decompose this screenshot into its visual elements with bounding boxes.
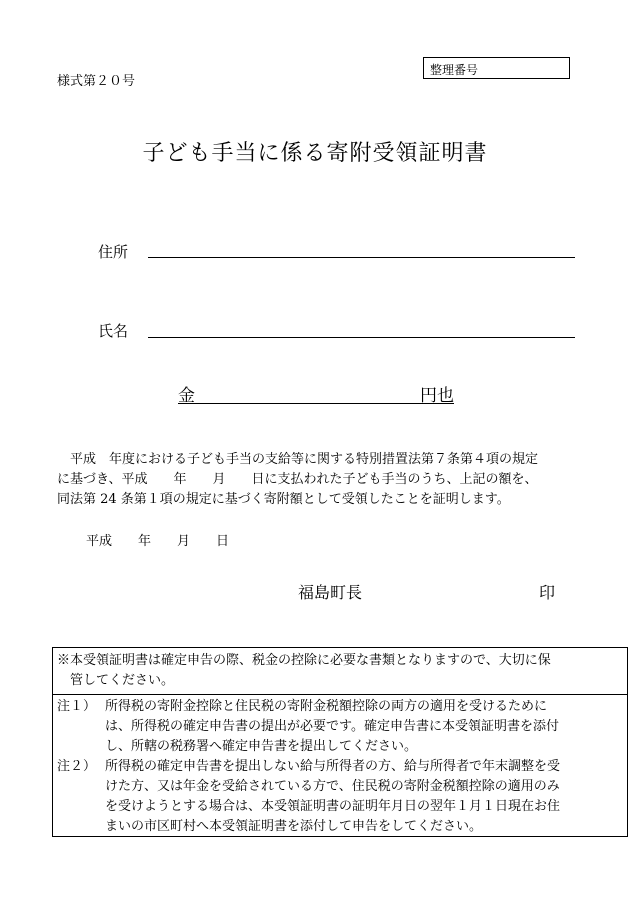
name-label: 氏名 bbox=[98, 322, 129, 340]
important-notice bbox=[53, 648, 627, 695]
form-number: 様式第２０号 bbox=[57, 74, 136, 89]
reference-number-label: 整理番号 bbox=[430, 63, 479, 77]
note-1 bbox=[57, 697, 627, 757]
note-2-line: まいの市区町村へ本受領証明書を添付して申告をしてください。 bbox=[105, 819, 483, 834]
reference-number-field[interactable] bbox=[423, 57, 570, 79]
note-2-line: 所得税の確定申告書を提出しない給与所得者の方、給与所得者で年末調整を受 bbox=[105, 759, 561, 774]
note-1-line: 所得税の寄附金控除と住民税の寄附金税額控除の両方の適用を受けるために bbox=[105, 699, 548, 714]
amount-suffix: 円也 bbox=[420, 386, 454, 406]
note-1-tag: 注１） bbox=[57, 699, 97, 714]
note-2 bbox=[57, 757, 627, 837]
note-2-tag: 注２） bbox=[57, 759, 97, 774]
note-2-line: けた方、又は年金を受給されている方で、住民税の寄附金税額控除の適用のみ bbox=[105, 779, 560, 794]
note-1-line: し、所轄の税務署へ確定申告書を提出してください。 bbox=[105, 739, 418, 754]
seal-mark: 印 bbox=[539, 583, 556, 602]
note-2-line: を受けようとする場合は、本受領証明書の証明年月日の翌年１月１日現在お住 bbox=[105, 799, 561, 814]
address-label: 住所 bbox=[98, 243, 129, 261]
name-line[interactable] bbox=[148, 337, 575, 338]
certification-date: 平成 年 月 日 bbox=[86, 534, 230, 549]
notes-box bbox=[52, 647, 628, 837]
address-line[interactable] bbox=[148, 257, 575, 258]
amount-line[interactable] bbox=[178, 381, 454, 404]
document-title: 子ども手当に係る寄附受領証明書 bbox=[142, 141, 488, 166]
notes-list bbox=[53, 695, 627, 837]
certification-line: 同法第 24 条第１項の規定に基づく寄附額として受領したことを証明します。 bbox=[57, 492, 510, 507]
note-1-line: は、所得税の確定申告書の提出が必要です。確定申告書に本受領証明書を添付 bbox=[105, 719, 559, 734]
certification-text bbox=[57, 450, 581, 510]
issuer-name: 福島町長 bbox=[298, 583, 363, 602]
important-notice-line: 管してください。 bbox=[57, 673, 175, 688]
amount-prefix: 金 bbox=[178, 386, 195, 406]
certification-line: に基づき、平成 年 月 日に支払われた子ども手当のうち、上記の額を、 bbox=[57, 472, 538, 487]
certification-line: 平成 年度における子ども手当の支給等に関する特別措置法第７条第４項の規定 bbox=[57, 452, 539, 467]
important-notice-line: ※本受領証明書は確定申告の際、税金の控除に必要な書類となりますので、大切に保 bbox=[57, 653, 551, 668]
